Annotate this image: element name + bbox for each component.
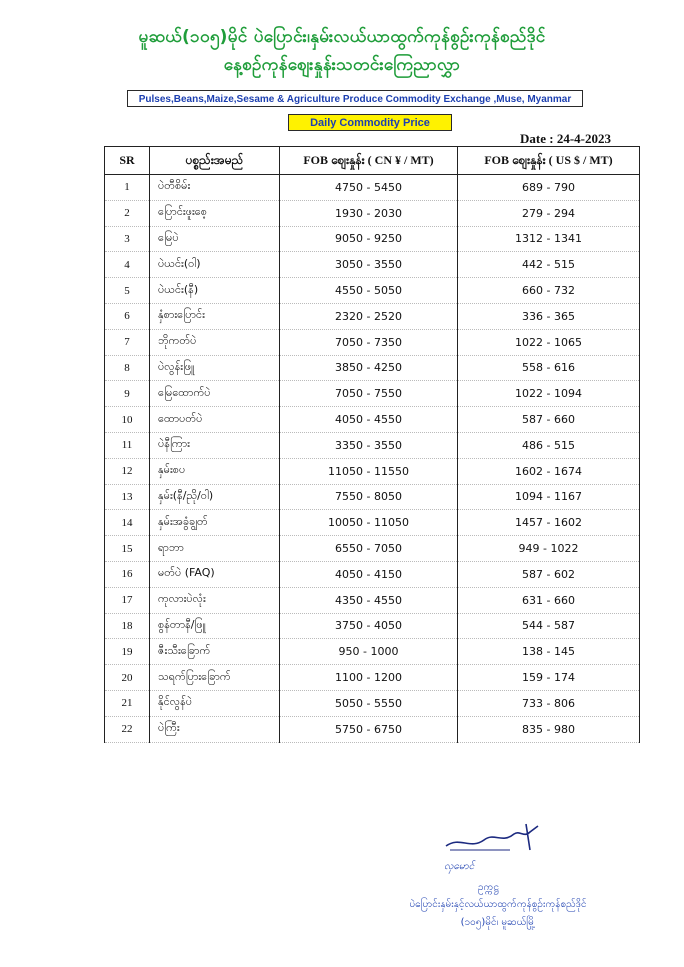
row-sr-cell: 22 xyxy=(105,716,150,742)
table-row xyxy=(105,432,640,458)
row-cn-price-cell: 3350 - 3550 xyxy=(280,432,458,458)
row-sr-cell: 16 xyxy=(105,561,150,587)
row-sr-cell: 12 xyxy=(105,458,150,484)
row-name-cell: ဘိုကတ်ပဲ xyxy=(150,329,280,355)
row-us-price-cell: 138 - 145 xyxy=(458,639,640,665)
row-sr-cell: 14 xyxy=(105,510,150,536)
row-name-cell: စွန်တာနီ/ဖြူ xyxy=(150,613,280,639)
table-row xyxy=(105,303,640,329)
table-row xyxy=(105,716,640,742)
row-us-price-cell: 1094 - 1167 xyxy=(458,484,640,510)
row-us-price-cell: 733 - 806 xyxy=(458,690,640,716)
table-row xyxy=(105,200,640,226)
row-cn-price-cell: 9050 - 9250 xyxy=(280,226,458,252)
row-us-price-cell: 544 - 587 xyxy=(458,613,640,639)
row-us-price-cell: 558 - 616 xyxy=(458,355,640,381)
row-name-cell: မြေပဲ xyxy=(150,226,280,252)
date-label: Date : 24-4-2023 xyxy=(520,131,611,146)
row-sr-cell: 10 xyxy=(105,407,150,433)
table-row xyxy=(105,278,640,304)
table-row xyxy=(105,561,640,587)
row-name-cell: ပဲတီစိမ်း xyxy=(150,175,280,201)
column-header-cn-price: FOB စျေးနှုန်း ( CN ¥ / MT) xyxy=(280,147,458,175)
row-name-cell: ပဲယင်း(နီ) xyxy=(150,278,280,304)
table-row xyxy=(105,226,640,252)
row-name-cell: ပြောင်းဖူးစေ့ xyxy=(150,200,280,226)
row-sr-cell: 7 xyxy=(105,329,150,355)
row-us-price-cell: 1022 - 1065 xyxy=(458,329,640,355)
english-title-banner: Pulses,Beans,Maize,Sesame & Agriculture Produce Commodity Exchange ,Muse, Myanmar xyxy=(127,90,583,107)
row-name-cell: မတ်ပဲ (FAQ) xyxy=(150,561,280,587)
table-row xyxy=(105,175,640,201)
table-row xyxy=(105,484,640,510)
row-name-cell: ကုလားပဲလုံး xyxy=(150,587,280,613)
row-us-price-cell: 587 - 602 xyxy=(458,561,640,587)
table-row xyxy=(105,355,640,381)
row-sr-cell: 13 xyxy=(105,484,150,510)
row-sr-cell: 15 xyxy=(105,536,150,562)
row-name-cell: ပဲယင်း(ဝါ) xyxy=(150,252,280,278)
row-us-price-cell: 631 - 660 xyxy=(458,587,640,613)
row-name-cell: ပဲလွန်းဖြူ xyxy=(150,355,280,381)
row-name-cell: နှမ်းစပ xyxy=(150,458,280,484)
header-title-line2: နေ့စဉ်ကုန်စျေးနှုန်းသတင်းကြေညာလွှာ xyxy=(223,55,461,75)
signature-title: ဥက္ကဋ္ဌ xyxy=(478,882,499,893)
table-header-row xyxy=(105,147,640,175)
row-us-price-cell: 442 - 515 xyxy=(458,252,640,278)
row-sr-cell: 5 xyxy=(105,278,150,304)
table-row xyxy=(105,510,640,536)
row-cn-price-cell: 4050 - 4550 xyxy=(280,407,458,433)
row-us-price-cell: 1602 - 1674 xyxy=(458,458,640,484)
row-cn-price-cell: 4350 - 4550 xyxy=(280,587,458,613)
table-row xyxy=(105,329,640,355)
row-us-price-cell: 1022 - 1094 xyxy=(458,381,640,407)
table-row xyxy=(105,690,640,716)
table-row xyxy=(105,613,640,639)
row-cn-price-cell: 1930 - 2030 xyxy=(280,200,458,226)
row-name-cell: ပဲနီကြား xyxy=(150,432,280,458)
row-cn-price-cell: 5050 - 5550 xyxy=(280,690,458,716)
row-us-price-cell: 587 - 660 xyxy=(458,407,640,433)
row-us-price-cell: 279 - 294 xyxy=(458,200,640,226)
row-sr-cell: 8 xyxy=(105,355,150,381)
row-cn-price-cell: 3750 - 4050 xyxy=(280,613,458,639)
row-name-cell: ထောပတ်ပဲ xyxy=(150,407,280,433)
row-cn-price-cell: 7050 - 7550 xyxy=(280,381,458,407)
row-cn-price-cell: 10050 - 11050 xyxy=(280,510,458,536)
row-us-price-cell: 336 - 365 xyxy=(458,303,640,329)
table-row xyxy=(105,536,640,562)
row-sr-cell: 19 xyxy=(105,639,150,665)
table-row xyxy=(105,407,640,433)
column-header-name: ပစ္စည်းအမည် xyxy=(150,147,280,175)
row-sr-cell: 21 xyxy=(105,690,150,716)
table-body xyxy=(105,175,640,743)
table-row xyxy=(105,587,640,613)
row-cn-price-cell: 2320 - 2520 xyxy=(280,303,458,329)
row-sr-cell: 3 xyxy=(105,226,150,252)
commodity-price-table xyxy=(104,146,640,743)
row-cn-price-cell: 5750 - 6750 xyxy=(280,716,458,742)
row-cn-price-cell: 4750 - 5450 xyxy=(280,175,458,201)
column-header-us-price: FOB စျေးနှုန်း ( US $ / MT) xyxy=(458,147,640,175)
row-cn-price-cell: 11050 - 11550 xyxy=(280,458,458,484)
row-name-cell: နိုင်လွန်ပဲ xyxy=(150,690,280,716)
row-sr-cell: 6 xyxy=(105,303,150,329)
row-sr-cell: 17 xyxy=(105,587,150,613)
row-us-price-cell: 1312 - 1341 xyxy=(458,226,640,252)
table-row xyxy=(105,458,640,484)
row-sr-cell: 11 xyxy=(105,432,150,458)
table-row xyxy=(105,639,640,665)
daily-commodity-price-label: Daily Commodity Price xyxy=(288,114,452,131)
row-cn-price-cell: 1100 - 1200 xyxy=(280,665,458,691)
row-cn-price-cell: 3050 - 3550 xyxy=(280,252,458,278)
row-cn-price-cell: 6550 - 7050 xyxy=(280,536,458,562)
table-row xyxy=(105,381,640,407)
row-sr-cell: 20 xyxy=(105,665,150,691)
row-us-price-cell: 159 - 174 xyxy=(458,665,640,691)
signature-scribble xyxy=(440,820,550,860)
row-name-cell: သရက်ပြားခြောက် xyxy=(150,665,280,691)
row-us-price-cell: 486 - 515 xyxy=(458,432,640,458)
row-us-price-cell: 949 - 1022 xyxy=(458,536,640,562)
row-cn-price-cell: 3850 - 4250 xyxy=(280,355,458,381)
row-name-cell: ဇီးသီးခြောက် xyxy=(150,639,280,665)
row-sr-cell: 1 xyxy=(105,175,150,201)
row-cn-price-cell: 7050 - 7350 xyxy=(280,329,458,355)
row-us-price-cell: 689 - 790 xyxy=(458,175,640,201)
row-sr-cell: 9 xyxy=(105,381,150,407)
row-cn-price-cell: 4550 - 5050 xyxy=(280,278,458,304)
header-title-line1: မူဆယ်(၁၀၅)မိုင် ပဲပြောင်း၊နှမ်းလယ်ယာထွက်ကုန်စွဉ်းကုန်စည်ဒိုင် xyxy=(138,27,546,47)
table-row xyxy=(105,665,640,691)
row-us-price-cell: 660 - 732 xyxy=(458,278,640,304)
row-us-price-cell: 835 - 980 xyxy=(458,716,640,742)
row-cn-price-cell: 4050 - 4150 xyxy=(280,561,458,587)
table-row xyxy=(105,252,640,278)
row-name-cell: ရာဘာ xyxy=(150,536,280,562)
row-cn-price-cell: 950 - 1000 xyxy=(280,639,458,665)
row-sr-cell: 18 xyxy=(105,613,150,639)
row-name-cell: ပဲကြီး xyxy=(150,716,280,742)
row-name-cell: နှမ်း(နီ/ညို/ဝါ) xyxy=(150,484,280,510)
signature-organization: ပဲပြောင်းနှမ်းနှင့်လယ်ယာထွက်ကုန်စွဉ်းကုန်စည်ဒိုင် xyxy=(409,899,587,910)
row-name-cell: နှံစားပြောင်း xyxy=(150,303,280,329)
row-name-cell: နှမ်းအခွံချွတ် xyxy=(150,510,280,536)
signature-name: လှမောင် xyxy=(444,861,475,872)
row-name-cell: မြေထောက်ပဲ xyxy=(150,381,280,407)
row-sr-cell: 4 xyxy=(105,252,150,278)
column-header-sr: SR xyxy=(105,147,150,175)
signature-location: (၁၀၅)မိုင်၊ မူဆယ်မြို့ xyxy=(460,917,536,928)
row-us-price-cell: 1457 - 1602 xyxy=(458,510,640,536)
row-cn-price-cell: 7550 - 8050 xyxy=(280,484,458,510)
row-sr-cell: 2 xyxy=(105,200,150,226)
